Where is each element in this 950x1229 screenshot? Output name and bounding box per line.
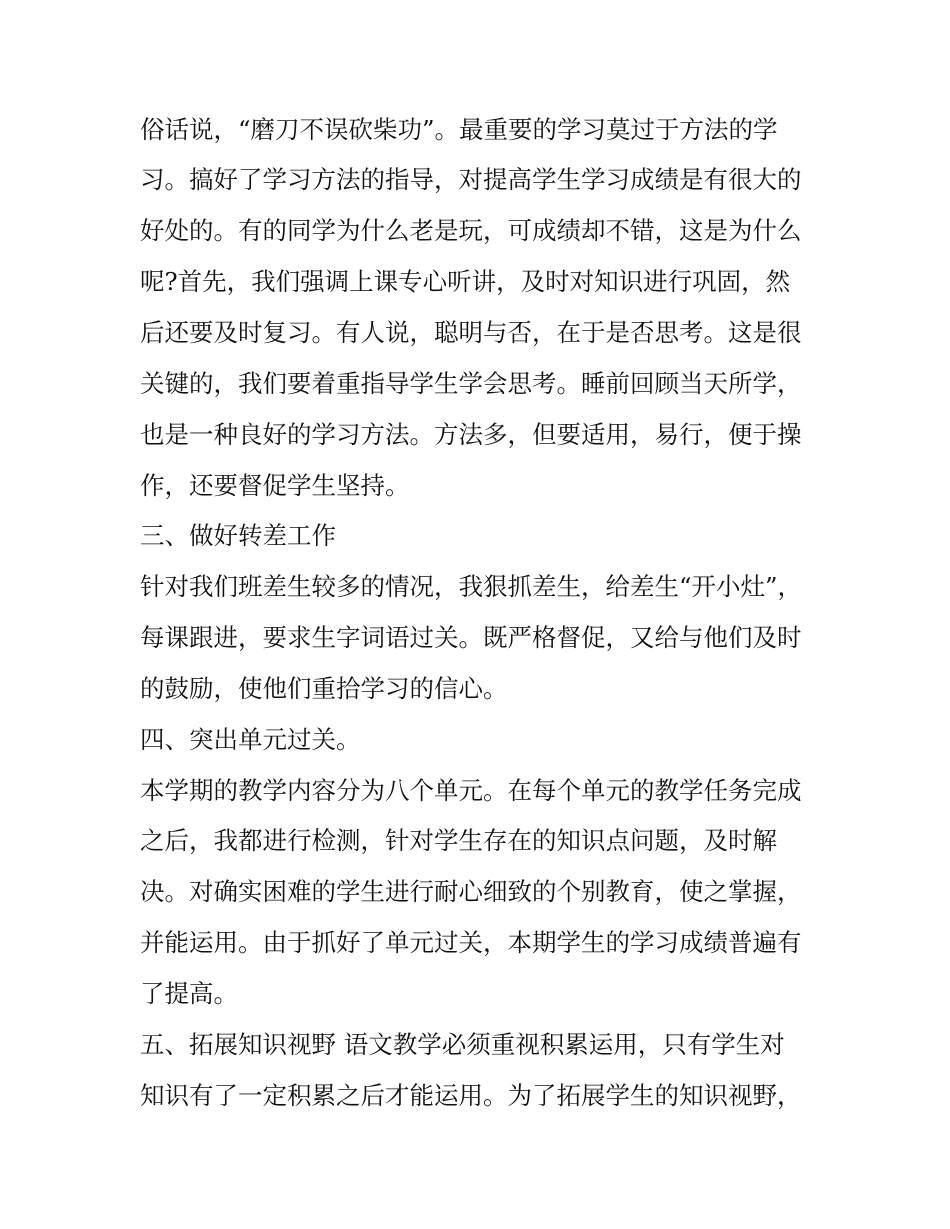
text-line: 俗话说，“磨刀不误砍柴功”。最重要的学习莫过于方法的学 <box>140 115 778 144</box>
text-line: 作，还要督促学生坚持。 <box>140 471 410 500</box>
text-line: 关键的，我们要着重指导学生学会思考。睡前回顾当天所学， <box>140 369 802 398</box>
section-heading: 三、做好转差工作 <box>140 521 336 550</box>
text-line: 习。搞好了学习方法的指导，对提高学生学习成绩是有很大的 <box>140 165 802 194</box>
text-line: 也是一种良好的学习方法。方法多，但要适用，易行，便于操 <box>140 420 802 449</box>
text-line: 并能运用。由于抓好了单元过关，本期学生的学习成绩普遍有 <box>140 928 802 957</box>
text-line: 呢?首先，我们强调上课专心听讲，及时对知识进行巩固，然 <box>140 267 791 296</box>
text-line: 本学期的教学内容分为八个单元。在每个单元的教学任务完成 <box>140 776 802 805</box>
section-heading: 四、突出单元过关。 <box>140 725 361 754</box>
text-line: 知识有了一定积累之后才能运用。为了拓展学生的知识视野， <box>140 1081 802 1110</box>
text-line: 后还要及时复习。有人说，聪明与否，在于是否思考。这是很 <box>140 318 802 347</box>
text-line: 了提高。 <box>140 979 238 1008</box>
text-line: 好处的。有的同学为什么老是玩，可成绩却不错，这是为什么 <box>140 216 802 245</box>
text-line: 针对我们班差生较多的情况，我狠抓差生，给差生“开小灶”， <box>140 572 803 601</box>
text-line: 之后，我都进行检测，针对学生存在的知识点问题，及时解 <box>140 826 777 855</box>
text-line: 每课跟进，要求生字词语过关。既严格督促，又给与他们及时 <box>140 623 802 652</box>
text-line: 的鼓励，使他们重拾学习的信心。 <box>140 674 508 703</box>
section-heading: 五、拓展知识视野 语文教学必须重视积累运用，只有学生对 <box>140 1030 785 1059</box>
text-line: 决。对确实困难的学生进行耐心细致的个别教育，使之掌握， <box>140 877 802 906</box>
